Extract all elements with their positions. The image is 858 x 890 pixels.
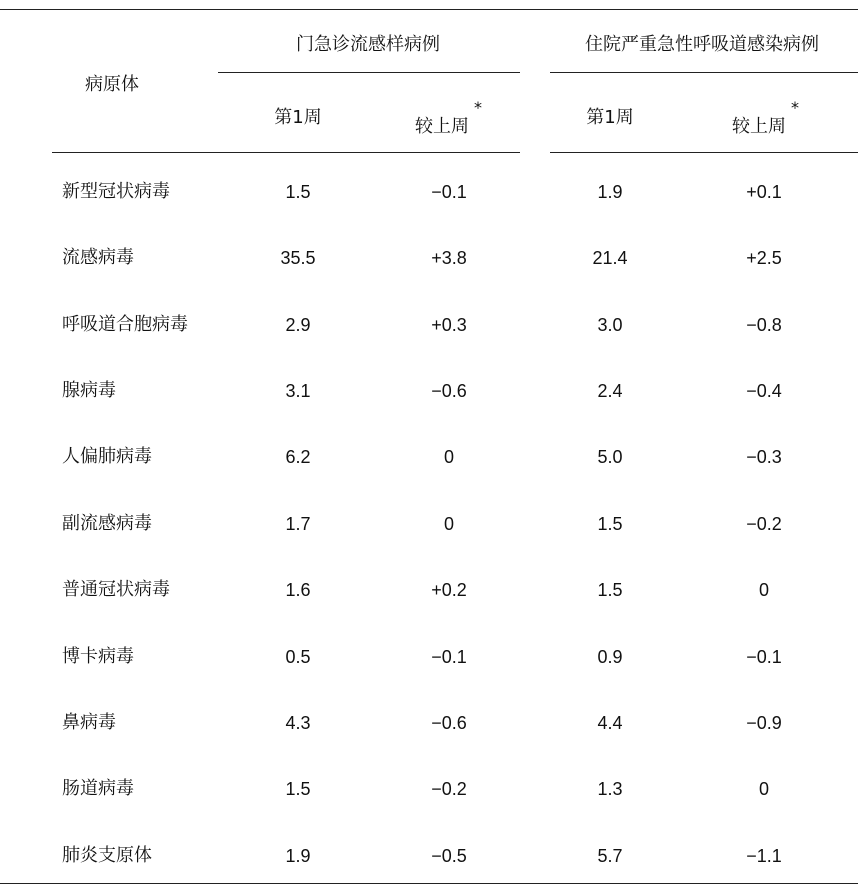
sari-change-value: −0.1 [746,647,782,667]
pathogen-name: 人偏肺病毒 [62,446,152,467]
ili-change-value: −0.6 [431,713,467,733]
ili-week-value: 1.9 [285,846,311,866]
ili-week-value: 1.6 [285,580,311,600]
pathogen-name: 流感病毒 [62,247,134,268]
header-bottom-rule-right [550,152,858,153]
sari-week-value: 1.3 [597,779,623,799]
sari-week-value: 2.4 [597,381,623,401]
header-sari-week: 第1周 [586,107,634,128]
ili-week-value: 35.5 [280,248,316,268]
pathogen-name: 鼻病毒 [62,712,116,733]
ili-week-value: 6.2 [285,447,311,467]
sari-week-value: 1.5 [597,580,623,600]
ili-change-value: −0.2 [431,779,467,799]
sari-change-value: −0.9 [746,713,782,733]
sari-week-value: 1.9 [597,182,623,202]
ili-change-value: −0.1 [431,182,467,202]
sari-change-value: 0 [758,779,770,799]
ili-week-value: 1.5 [285,779,311,799]
header-pathogen: 病原体 [85,74,139,95]
pathogen-name: 肠道病毒 [62,778,134,799]
pathogen-name: 呼吸道合胞病毒 [62,314,188,335]
ili-week-value: 2.9 [285,315,311,335]
ili-change-value: 0 [443,514,455,534]
pathogen-name: 博卡病毒 [62,646,134,667]
bottom-rule [0,883,858,884]
pathogen-name: 副流感病毒 [62,513,152,534]
ili-week-value: 1.7 [285,514,311,534]
ili-change-value: +0.3 [431,315,467,335]
header-ili-asterisk: * [474,98,482,117]
ili-week-value: 0.5 [285,647,311,667]
header-ili-week: 第1周 [274,107,322,128]
ili-change-value: +3.8 [431,248,467,268]
sari-week-value: 21.4 [592,248,628,268]
sari-week-value: 0.9 [597,647,623,667]
sari-change-value: 0 [758,580,770,600]
header-ili-change: 较上周 [415,116,469,137]
sari-change-value: −0.4 [746,381,782,401]
ili-change-value: −0.5 [431,846,467,866]
ili-change-value: −0.6 [431,381,467,401]
pathogen-name: 腺病毒 [62,380,116,401]
sari-change-value: −0.3 [746,447,782,467]
top-rule [0,9,858,10]
pathogen-name: 普通冠状病毒 [62,579,170,600]
sari-change-value: −0.8 [746,315,782,335]
sari-week-value: 1.5 [597,514,623,534]
sari-change-value: −0.2 [746,514,782,534]
ili-week-value: 1.5 [285,182,311,202]
ili-week-value: 4.3 [285,713,311,733]
pathogen-name: 肺炎支原体 [62,845,152,866]
inpatient-group-rule [550,72,858,73]
header-group-outpatient: 门急诊流感样病例 [296,34,440,55]
sari-week-value: 5.7 [597,846,623,866]
header-group-inpatient: 住院严重急性呼吸道感染病例 [585,34,819,55]
sari-change-value: +2.5 [746,248,782,268]
ili-change-value: +0.2 [431,580,467,600]
sari-change-value: −1.1 [746,846,782,866]
sari-week-value: 5.0 [597,447,623,467]
sari-week-value: 3.0 [597,315,623,335]
sari-change-value: +0.1 [746,182,782,202]
header-sari-asterisk: * [791,98,799,117]
outpatient-group-rule [218,72,520,73]
header-bottom-rule-left [52,152,520,153]
ili-change-value: −0.1 [431,647,467,667]
sari-week-value: 4.4 [597,713,623,733]
ili-week-value: 3.1 [285,381,311,401]
ili-change-value: 0 [443,447,455,467]
pathogen-name: 新型冠状病毒 [62,181,170,202]
header-sari-change: 较上周 [732,116,786,137]
